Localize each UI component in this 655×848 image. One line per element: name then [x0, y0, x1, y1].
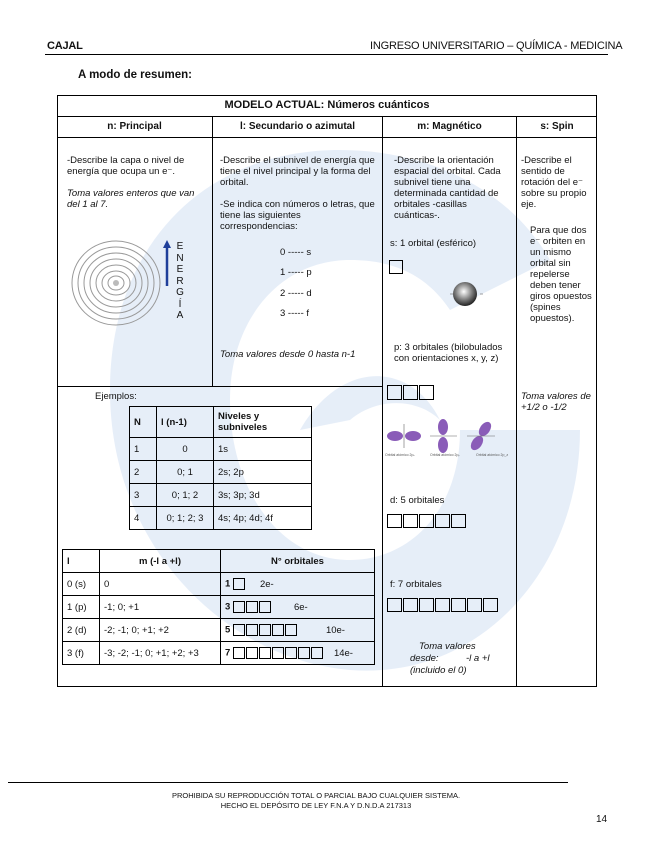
examples-label: Ejemplos:	[95, 391, 137, 402]
s-description: -Describe el sentido de rotación del e⁻ sobre su propio eje.	[521, 155, 587, 210]
m-s-label: s: 1 orbital (esférico)	[390, 238, 477, 249]
table-row: 2 (d) -2; -1; 0; +1; +2 5 10e-	[63, 619, 375, 642]
intro-heading: A modo de resumen:	[78, 69, 192, 81]
l-values: Toma valores desde 0 hasta n-1	[220, 349, 356, 360]
p-orbital-boxes	[387, 385, 435, 400]
l-map-d: 2 ----- d	[280, 288, 312, 299]
l-description: -Describe el subnivel de energía que tiene el nivel principal y la forma del orbital.	[220, 155, 375, 188]
orbitals-header-l: l	[63, 550, 100, 573]
header-left: CAJAL	[47, 40, 83, 52]
table-row: 1 0 1s	[130, 438, 312, 461]
energy-arrow-icon	[163, 240, 171, 288]
m-values-1: Toma valores	[419, 641, 476, 652]
levels-header-l: l (n-1)	[157, 407, 214, 438]
footer-line-1: PROHIBIDA SU REPRODUCCIÓN TOTAL O PARCIAL BAJO CUALQUIER SISTEMA.	[171, 791, 461, 800]
orbitals-table	[62, 549, 375, 665]
footer-line-2: HECHO EL DEPÓSITO DE LEY F.N.A Y D.N.D.A 217313	[220, 801, 412, 810]
l-map-f: 3 ----- f	[280, 308, 310, 319]
table-row: 4 0; 1; 2; 3 4s; 4p; 4d; 4f	[130, 507, 312, 530]
orbitals-header-m: m (-l a +l)	[100, 550, 221, 573]
l-correspondence: -Se indica con números o letras, que tiene las siguientes correspondencias:	[220, 199, 375, 232]
levels-header-n: N	[130, 407, 157, 438]
table-row: 3 0; 1; 2 3s; 3p; 3d	[130, 484, 312, 507]
f-orbital-boxes	[387, 598, 499, 612]
m-d-label: d: 5 orbitales	[390, 495, 445, 506]
table-row: 1 (p) -1; 0; +1 3 6e-	[63, 596, 375, 619]
s-orbital-box	[389, 260, 403, 274]
levels-table	[129, 406, 312, 530]
col-header-l: l: Secundario o azimutal	[239, 121, 356, 132]
n-description: -Describe la capa o nivel de energía que ocupa un e⁻.	[67, 155, 185, 177]
header-right: INGRESO UNIVERSITARIO – QUÍMICA - MEDICINA	[370, 40, 623, 52]
s-pair-rule: Para que dos e⁻ orbiten en un mismo orbital sin repelerse deben tener giros opuestos (spines opuestos).	[530, 225, 592, 324]
m-values-2: desde:	[410, 653, 439, 664]
m-f-label: f: 7 orbitales	[390, 579, 442, 590]
col-header-m: m: Magnético	[417, 121, 482, 132]
m-values-3: -l a +l	[466, 653, 490, 664]
s-orbital-sphere-icon	[450, 280, 490, 310]
page-number: 14	[596, 814, 608, 825]
m-p-label: p: 3 orbitales (bilobulados con orientaciones x, y, z)	[394, 342, 503, 364]
s-values: Toma valores de +1/2 o -1/2	[521, 391, 591, 413]
table-row: 2 0; 1 2s; 2p	[130, 461, 312, 484]
levels-header-sub: Niveles y subniveles	[214, 407, 312, 438]
l-map-p: 1 ----- p	[280, 267, 312, 278]
col-header-s: s: Spin	[540, 121, 574, 132]
energy-levels-diagram	[68, 238, 168, 328]
p-caption-x: Orbital atómico 2pₓ	[385, 453, 415, 457]
energy-label: E N E R G Í A	[176, 241, 184, 321]
footer-rule	[8, 782, 568, 783]
orbitals-header-count: N° orbitales	[221, 550, 375, 573]
table-row: 3 (f) -3; -2; -1; 0; +1; +2; +3 7 14e-	[63, 642, 375, 665]
m-description: -Describe la orientación espacial del orbital. Cada subnivel tiene una determinada cantidad de orbitales -casillas cuánticas-.	[394, 155, 501, 221]
p-caption-z: Orbital atómico 2p_z	[476, 453, 509, 457]
n-values: Toma valores enteros que van del 1 al 7.	[67, 188, 195, 210]
table-row: 0 (s) 0 1 2e-	[63, 573, 375, 596]
l-map-s: 0 ----- s	[280, 247, 312, 258]
p-caption-y: Orbital atómico 2pᵧ	[430, 453, 460, 457]
header-rule	[45, 54, 608, 55]
d-orbital-boxes	[387, 514, 467, 528]
col-header-n: n: Principal	[107, 121, 162, 132]
table-title: MODELO ACTUAL: Números cuánticos	[224, 99, 430, 111]
m-values-4: (incluido el 0)	[410, 665, 467, 676]
